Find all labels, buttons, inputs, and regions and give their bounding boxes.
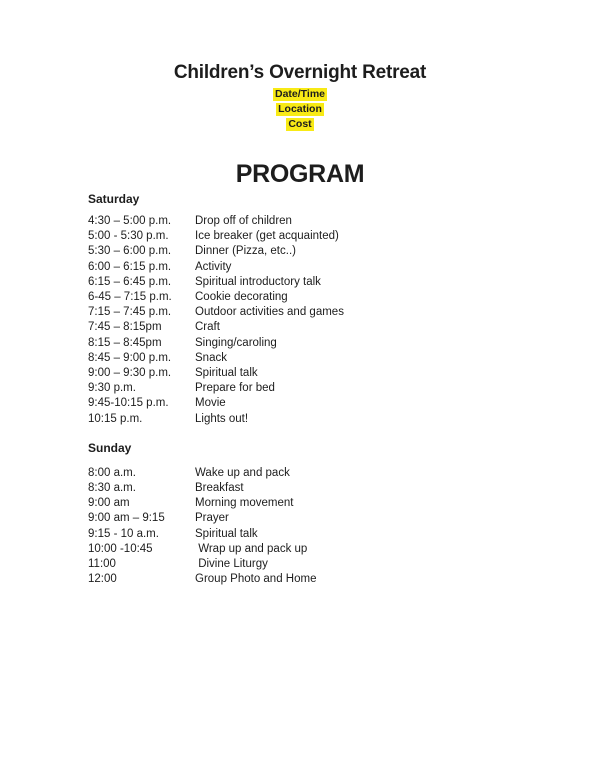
schedule-row [88,275,560,290]
schedule-row [88,527,560,542]
time-cell: 7:45 – 8:15pm [88,321,162,334]
activity-cell: Ice breaker (get acquainted) [195,230,339,243]
time-cell: 8:00 a.m. [88,466,136,479]
schedule-row [88,412,560,427]
schedule-row [88,366,560,381]
schedule-row [88,229,560,244]
activity-cell: Wake up and pack [195,466,290,479]
time-cell: 8:45 – 9:00 p.m. [88,351,172,364]
schedule-row [88,557,560,572]
time-cell: 6:00 – 6:15 p.m. [88,260,172,273]
highlight-line-cost [0,116,600,131]
time-cell: 7:15 – 7:45 p.m. [88,306,172,319]
schedule-row [88,336,560,351]
activity-cell: Morning movement [195,497,294,510]
activity-cell: Activity [195,260,232,273]
time-cell: 8:30 a.m. [88,482,136,495]
activity-cell: Spiritual talk [195,367,258,380]
highlight-line-location [0,101,600,116]
activity-cell: Spiritual talk [195,527,258,540]
activity-cell: Wrap up and pack up [195,542,308,555]
day-heading: Saturday [88,192,140,206]
highlight-block [0,86,600,131]
activity-cell: Singing/caroling [195,336,277,349]
time-cell: 4:30 – 5:00 p.m. [88,215,172,227]
time-cell: 9:30 p.m. [88,382,136,395]
activity-cell: Cookie decorating [195,291,288,304]
time-cell: 9:00 – 9:30 p.m. [88,367,172,380]
activity-cell: Craft [195,321,220,334]
schedule-row [88,260,560,275]
schedule-row [88,305,560,320]
activity-cell: Divine Liturgy [195,558,268,571]
time-cell: 5:30 – 6:00 p.m. [88,245,172,258]
day-heading: Sunday [88,440,132,455]
schedule-row [88,511,560,526]
schedule-row [88,572,560,587]
program-heading: PROGRAM [235,160,365,188]
schedule-row [88,320,560,335]
schedule-content [88,192,560,587]
time-cell: 5:00 - 5:30 p.m. [88,230,169,243]
document-title: Children’s Overnight Retreat [173,62,427,83]
schedule-row [88,396,560,411]
activity-cell: Lights out! [195,412,249,425]
activity-cell: Movie [195,397,226,410]
time-cell: 11:00 [88,558,116,571]
schedule-row [88,496,560,511]
time-cell: 9:15 - 10 a.m. [88,527,159,540]
time-cell: 9:00 am – 9:15 [88,512,165,525]
schedule-row [88,351,560,366]
schedule-row [88,481,560,496]
schedule-row [88,214,560,229]
time-cell: 8:15 – 8:45pm [88,336,162,349]
schedule-row [88,244,560,259]
time-cell: 12:00 [88,573,117,586]
activity-cell: Dinner (Pizza, etc..) [195,245,296,258]
section-sunday [88,441,560,588]
schedule-row [88,290,560,305]
time-cell: 6-45 – 7:15 p.m. [88,291,172,304]
activity-cell: Group Photo and Home [195,573,317,586]
schedule-rows [88,214,560,427]
section-saturday [88,192,560,427]
schedule-row [88,542,560,557]
highlight-line-datetime [0,86,600,101]
schedule-row [88,381,560,396]
activity-cell: Breakfast [195,482,244,495]
activity-cell: Outdoor activities and games [195,306,344,319]
schedule-row [88,466,560,481]
schedule-rows [88,466,560,588]
activity-cell: Prepare for bed [195,382,275,395]
activity-cell: Prayer [195,512,229,525]
activity-cell: Drop off of children [195,215,292,227]
highlight-datetime-label: Date/Time [275,88,325,100]
time-cell: 9:00 am [88,497,130,510]
activity-cell: Spiritual introductory talk [195,275,321,288]
highlight-location-label: Location [278,103,322,115]
highlight-cost-label: Cost [288,118,312,130]
activity-cell: Snack [195,351,227,364]
time-cell: 9:45-10:15 p.m. [88,397,169,410]
time-cell: 10:00 -10:45 [88,542,153,555]
time-cell: 10:15 p.m. [88,412,143,425]
time-cell: 6:15 – 6:45 p.m. [88,275,172,288]
